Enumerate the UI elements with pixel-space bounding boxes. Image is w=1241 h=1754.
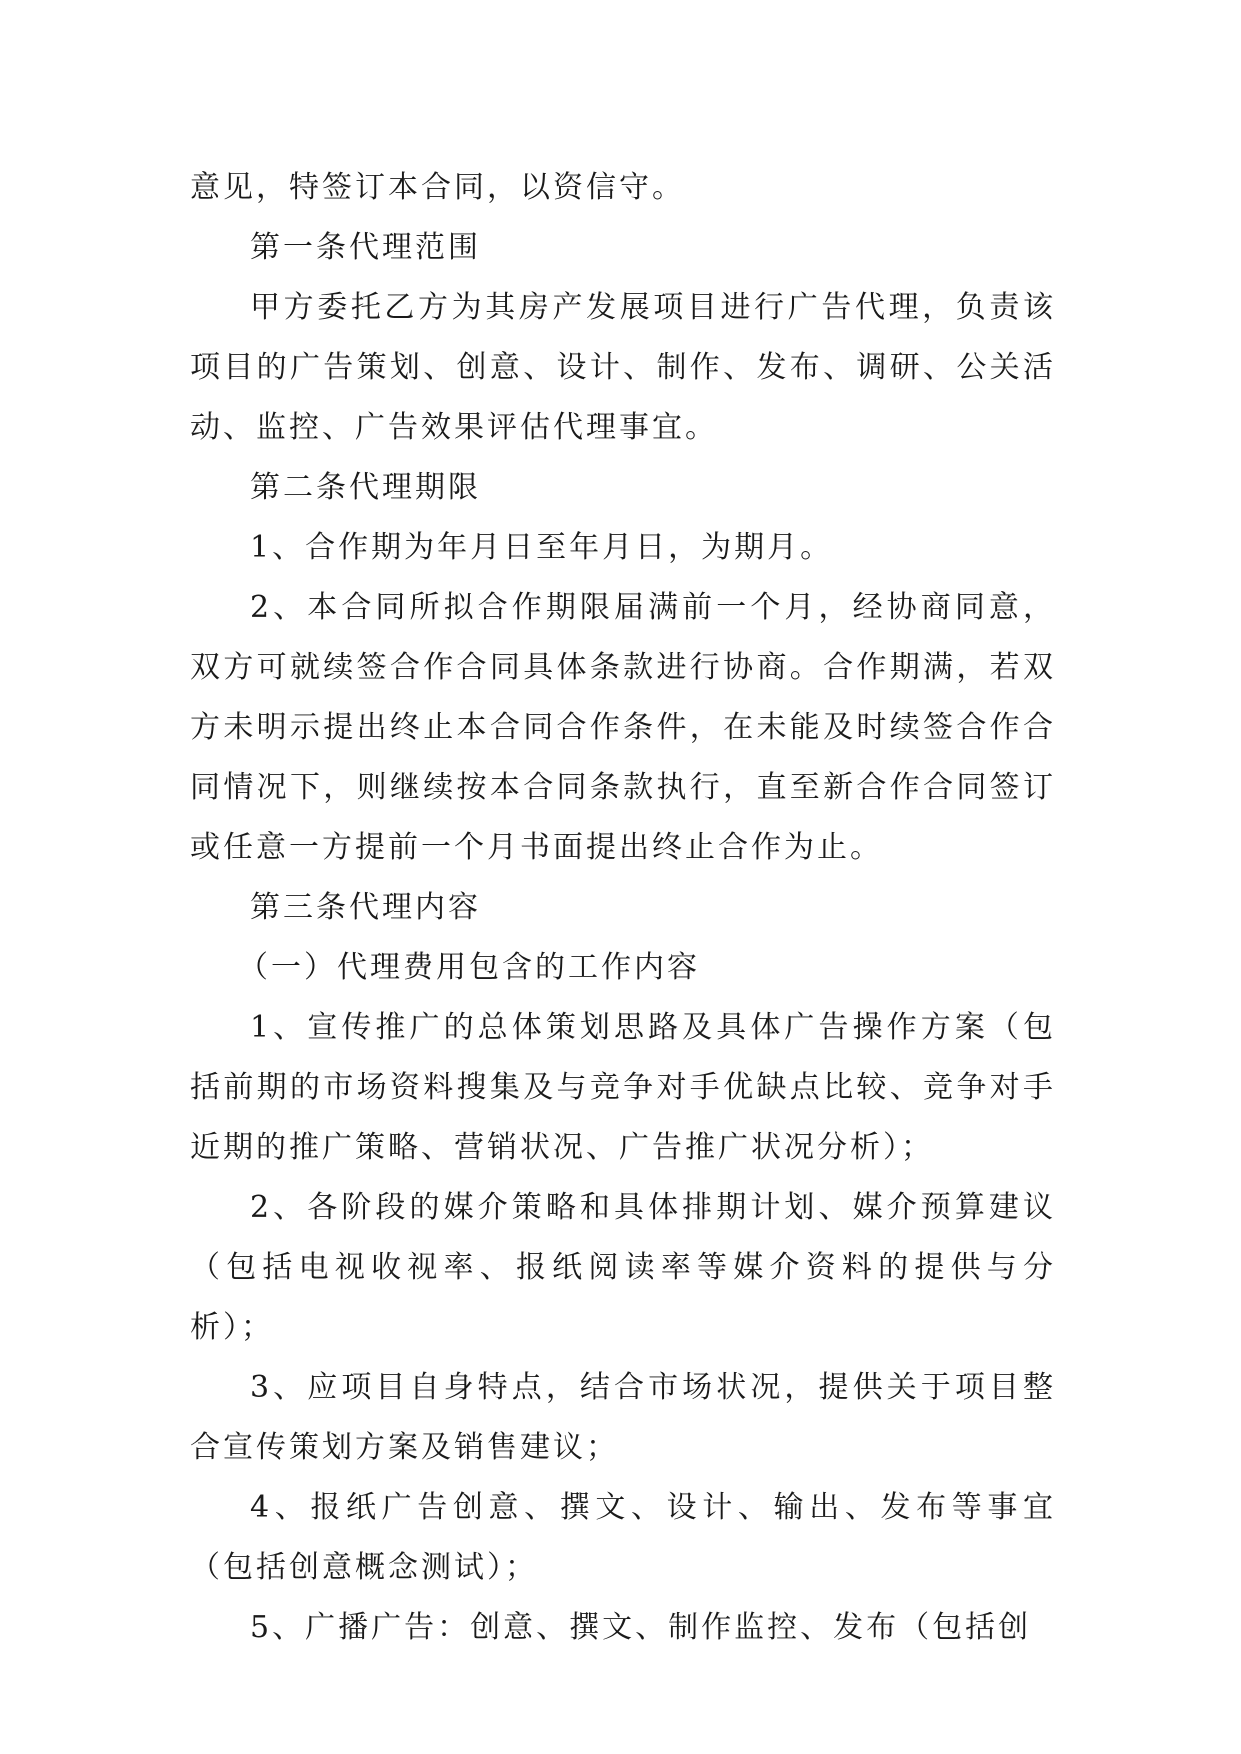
paragraph-content-2: 2、各阶段的媒介策略和具体排期计划、媒介预算建议（包括电视收视率、报纸阅读率等媒介资料的提供与分析）； <box>190 1190 1056 1345</box>
document-body <box>190 158 1056 1658</box>
paragraph-scope: 甲方委托乙方为其房产发展项目进行广告代理，负责该项目的广告策划、创意、设计、制作、发布、调研、公关活动、监控、广告效果评估代理事宜。 <box>190 290 1056 445</box>
subheading-included-work: （一）代理费用包含的工作内容 <box>238 950 700 985</box>
paragraph-content-5: 5、广播广告：创意、撰文、制作监控、发布（包括创 <box>250 1610 1032 1645</box>
heading-article-1: 第一条代理范围 <box>250 230 481 265</box>
paragraph-term-1: 1、合作期为年月日至年月日，为期月。 <box>250 530 834 565</box>
paragraph-closing-line: 意见，特签订本合同，以资信守。 <box>190 170 685 205</box>
paragraph-content-3: 3、应项目自身特点，结合市场状况，提供关于项目整合宣传策划方案及销售建议； <box>190 1370 1056 1465</box>
paragraph-term-2: 2、本合同所拟合作期限届满前一个月，经协商同意，双方可就续签合作合同具体条款进行协商。合作期满，若双方未明示提出终止本合同合作条件，在未能及时续签合作合同情况下，则继续按本合同条款执行，直至新合作合同签订或任意一方提前一个月书面提出终止合作为止。 <box>190 590 1056 865</box>
heading-article-2: 第二条代理期限 <box>250 470 481 505</box>
paragraph-content-4: 4、报纸广告创意、撰文、设计、输出、发布等事宜（包括创意概念测试）； <box>190 1490 1056 1585</box>
paragraph-content-1: 1、宣传推广的总体策划思路及具体广告操作方案（包括前期的市场资料搜集及与竞争对手优缺点比较、竞争对手近期的推广策略、营销状况、广告推广状况分析）； <box>190 1010 1056 1165</box>
heading-article-3: 第三条代理内容 <box>250 890 481 925</box>
